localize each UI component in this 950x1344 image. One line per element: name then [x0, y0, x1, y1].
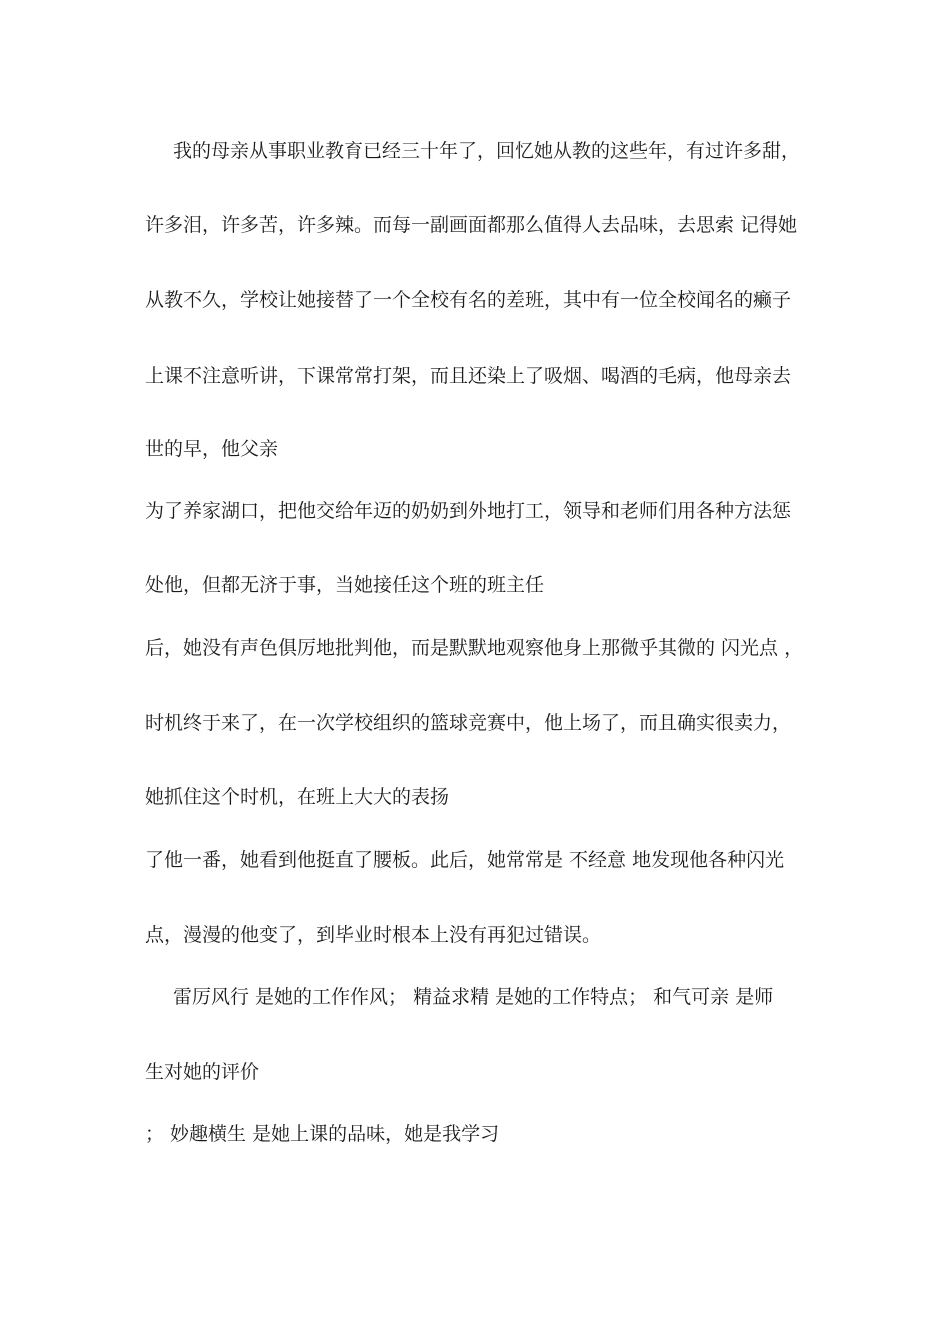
- paragraph-line: 后，她没有声色俱厉地批判他，而是默默地观察他身上那微乎其微的 闪光点 ，: [145, 637, 804, 659]
- paragraph-line: 雷厉风行 是她的工作作风； 精益求精 是她的工作特点； 和气可亲 是师: [173, 986, 774, 1008]
- paragraph-line: 许多泪，许多苦，许多辣。而每一副画面都那么值得人去品味，去思索 记得她: [145, 214, 798, 236]
- paragraph-line: 上课不注意听讲，下课常常打架，而且还染上了吸烟、喝酒的毛病，他母亲去: [145, 365, 792, 387]
- paragraph-line: 世的早，他父亲: [145, 438, 279, 460]
- paragraph-line: 她抓住这个时机，在班上大大的表扬: [145, 786, 450, 808]
- paragraph-line: 时机终于来了，在一次学校组织的篮球竞赛中，他上场了，而且确实很卖力，: [145, 712, 792, 734]
- paragraph-line: 我的母亲从事职业教育已经三十年了，回忆她从教的这些年，有过许多甜，: [173, 140, 801, 162]
- paragraph-line: 从教不久，学校让她接替了一个全校有名的差班，其中有一位全校闻名的癞子: [145, 289, 792, 311]
- paragraph-line: ； 妙趣横生 是她上课的品味，她是我学习: [145, 1123, 500, 1145]
- paragraph-line: 处他，但都无济于事，当她接任这个班的班主任: [145, 574, 545, 596]
- paragraph-line: 了他一番，她看到他挺直了腰板。此后，她常常是 不经意 地发现他各种闪光: [145, 849, 785, 871]
- paragraph-line: 生对她的评价: [145, 1061, 260, 1083]
- paragraph-line: 为了养家湖口，把他交给年迈的奶奶到外地打工，领导和老师们用各种方法惩: [145, 500, 792, 522]
- paragraph-line: 点，漫漫的他变了，到毕业时根本上没有再犯过错误。: [145, 924, 602, 946]
